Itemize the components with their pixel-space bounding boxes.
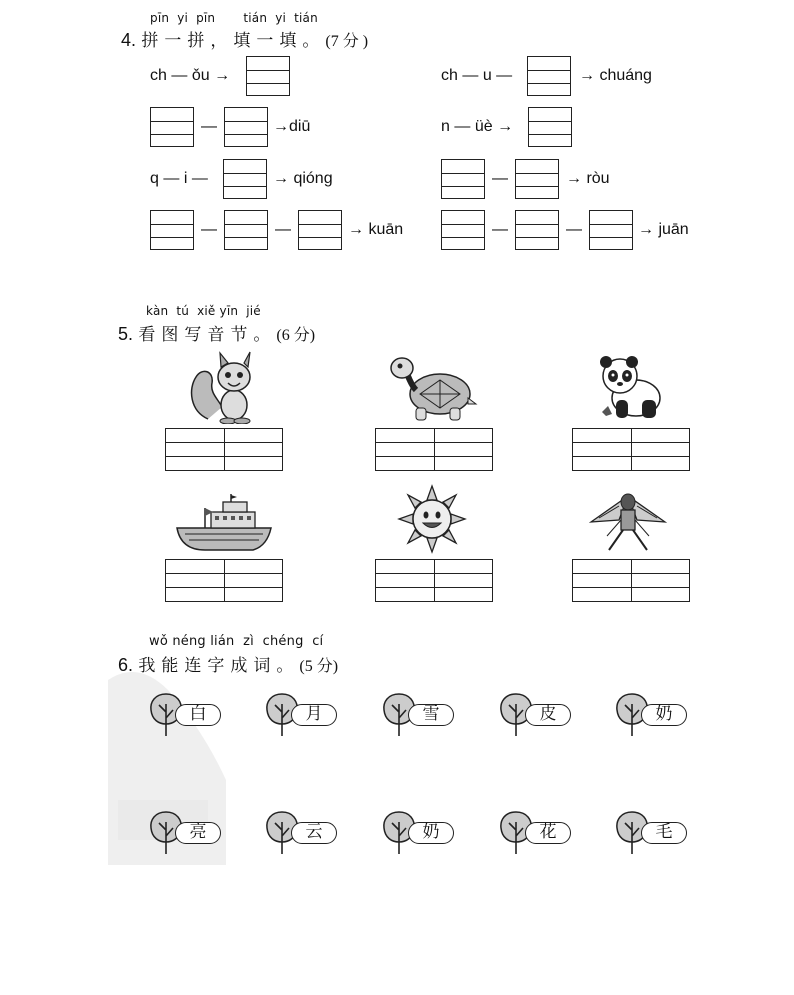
q5-number: 5. [118, 324, 134, 344]
word-card-bottom-4[interactable] [499, 810, 574, 854]
word-card-top-5[interactable] [615, 692, 690, 736]
word-card-label: 奶 [641, 704, 687, 726]
q5-title: 看图写音节。 [138, 325, 277, 345]
word-card-bottom-3[interactable] [382, 810, 457, 854]
q6-title: 我能连字成词。 [138, 656, 300, 676]
q4-r3r-answer: → ròu [566, 170, 610, 187]
q4-r1l-box[interactable] [246, 56, 290, 96]
q4-row1-right-text: ch — u — [441, 67, 513, 84]
q4-r4r-dash1: — [492, 221, 508, 238]
kite-picture [589, 490, 667, 554]
word-card-top-4[interactable] [499, 692, 574, 736]
q4-r4l-answer: → kuān [348, 221, 404, 238]
squirrel-picture [188, 349, 262, 424]
turtle-picture [388, 354, 478, 422]
q4-score: (7 分 ) [325, 33, 369, 50]
word-card-bottom-5[interactable] [615, 810, 690, 854]
q4-pinyin-4: tián [243, 11, 268, 25]
q6-score: (5 分) [299, 658, 339, 675]
q4-r2l-box1[interactable] [150, 107, 194, 147]
q4-r4r-box1[interactable] [441, 210, 485, 250]
q4-r4l-box2[interactable] [224, 210, 268, 250]
q4-r3r-box1[interactable] [441, 159, 485, 199]
word-card-label: 云 [291, 822, 337, 844]
q6-pinyin: wǒ néng lián zì chéng cí [149, 634, 324, 649]
q4-r3r-dash: — [492, 170, 508, 187]
word-card-bottom-1[interactable] [149, 810, 224, 854]
q5-grid-panda[interactable] [572, 428, 690, 471]
word-card-bottom-2[interactable] [265, 810, 340, 854]
q5-grid-squirrel[interactable] [165, 428, 283, 471]
q5-heading [118, 320, 315, 345]
q4-r4l-box3[interactable] [298, 210, 342, 250]
q4-pinyin-3: pīn [196, 11, 216, 25]
word-card-label: 花 [525, 822, 571, 844]
q4-r2l-box2[interactable] [224, 107, 268, 147]
word-card-top-3[interactable] [382, 692, 457, 736]
q5-score: (6 分) [276, 327, 316, 344]
word-card-label: 月 [291, 704, 337, 726]
q4-r4l-box1[interactable] [150, 210, 194, 250]
q4-title: 拼一拼，填一填。 [141, 31, 326, 51]
sun-picture [397, 484, 467, 554]
q4-r1r-box[interactable] [527, 56, 571, 96]
q5-grid-turtle[interactable] [375, 428, 493, 471]
word-card-label: 奶 [408, 822, 454, 844]
q4-r4r-box3[interactable] [589, 210, 633, 250]
q4-r3l-box[interactable] [223, 159, 267, 199]
word-card-label: 皮 [525, 704, 571, 726]
q4-r4r-answer: → juān [638, 221, 689, 238]
q4-r4l-dash1: — [201, 221, 217, 238]
word-card-label: 白 [175, 704, 221, 726]
q5-grid-kite[interactable] [572, 559, 690, 602]
q4-pinyin-5: yi [275, 11, 287, 25]
q6-number: 6. [118, 655, 134, 675]
q4-pinyin [150, 11, 318, 25]
q4-r2r-box[interactable] [528, 107, 572, 147]
q4-pinyin-1: pīn [150, 11, 170, 25]
q4-r4l-dash2: — [275, 221, 291, 238]
q4-r2l-dash: — [201, 118, 217, 135]
q5-grid-ship[interactable] [165, 559, 283, 602]
q4-r3r-box2[interactable] [515, 159, 559, 199]
word-card-label: 雪 [408, 704, 454, 726]
q4-r1r-answer: → chuáng [579, 67, 652, 84]
q4-heading [121, 26, 368, 51]
q4-r4r-box2[interactable] [515, 210, 559, 250]
word-card-top-2[interactable] [265, 692, 340, 736]
q6-heading [118, 651, 338, 676]
q4-r2l-answer: →diū [273, 118, 311, 135]
panda-picture [598, 354, 664, 420]
q5-grid-sun[interactable] [375, 559, 493, 602]
q4-row2-right-text: n — üè → [441, 118, 514, 135]
q4-r4r-dash2: — [566, 221, 582, 238]
q4-pinyin-6: tián [294, 11, 318, 25]
q5-pinyin: kàn tú xiě yīn jié [146, 304, 261, 318]
q4-number: 4. [121, 30, 137, 50]
q4-r3l-answer: → qióng [273, 170, 333, 187]
q4-row3-left-text: q — i — [150, 170, 208, 187]
ship-picture [175, 494, 273, 552]
q4-row1-left-text: ch — ǒu → [150, 67, 231, 84]
word-card-top-1[interactable] [149, 692, 224, 736]
q4-pinyin-2: yi [177, 11, 189, 25]
word-card-label: 毛 [641, 822, 687, 844]
word-card-label: 亮 [175, 822, 221, 844]
